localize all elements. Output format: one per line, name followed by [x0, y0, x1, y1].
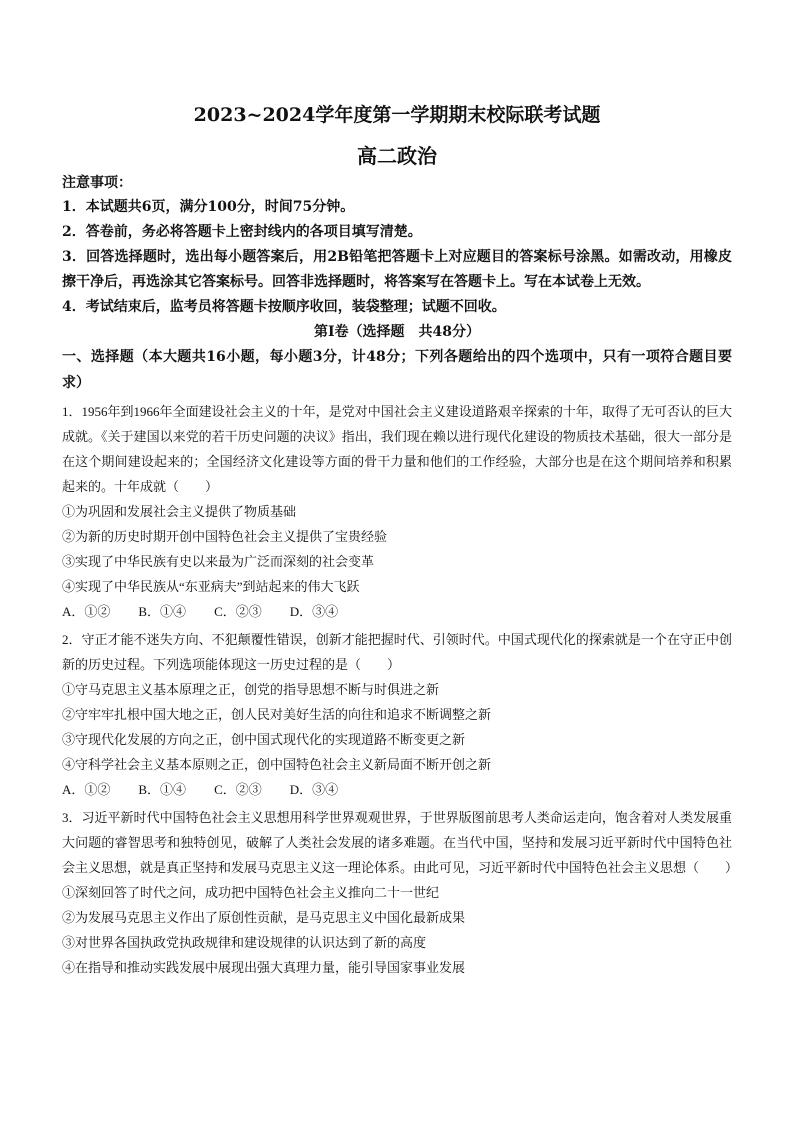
question-option: ①守马克思主义基本原理之正，创党的指导思想不断与时俱进之新	[62, 682, 440, 697]
question-2	[62, 627, 732, 802]
answer-choice-d: D．③④	[289, 782, 339, 797]
question-option: ③守现代化发展的方向之正，创中国式现代化的实现道路不断变更之新	[62, 732, 466, 747]
question-option: ④在指导和推动实践发展中展现出强大真理力量，能引导国家事业发展	[62, 960, 466, 975]
notice-item-2: 2．答卷前，务必将答题卡上密封线内的各项目填写清楚。	[62, 224, 422, 240]
answer-choice-c: C．②③	[214, 782, 262, 797]
answer-choices	[62, 599, 732, 624]
question-option: ②为发展马克思主义作出了原创性贡献，是马克思主义中国化最新成果	[62, 910, 466, 925]
notice-item-1: 1．本试题共6页，满分100分，时间75分钟。	[62, 199, 355, 215]
answer-choice-b: B．①④	[138, 604, 187, 619]
exam-content	[62, 172, 739, 980]
answer-choice-b: B．①④	[138, 782, 187, 797]
part-heading: 一、选择题（本大题共16小题，每小题3分，计48分；下列各题给出的四个选项中，只有一项符合题目要求）	[62, 349, 732, 391]
notice-item-4: 4．考试结束后，监考员将答题卡按顺序收回，装袋整理；试题不回收。	[62, 299, 506, 315]
answer-choice-d: D．③④	[289, 604, 339, 619]
question-option: ③实现了中华民族有史以来最为广泛而深刻的社会变革	[62, 554, 375, 569]
answer-choice-c: C．②③	[214, 604, 262, 619]
question-3	[62, 805, 739, 980]
question-option: ①为巩固和发展社会主义提供了物质基础	[62, 504, 297, 519]
exam-title: 2023~2024学年度第一学期期末校际联考试题	[193, 104, 601, 126]
notice-heading: 注意事项：	[62, 175, 132, 191]
answer-choices	[62, 777, 732, 802]
question-option: ②守牢牢扎根中国大地之正，创人民对美好生活的向往和追求不断调整之新	[62, 707, 492, 722]
question-stem: 2．守正才能不迷失方向、不犯颠覆性错误，创新才能把握时代、引领时代。中国式现代化的探索就是一个在守正中创新的历史过程。下列选项能体现这一历史过程的是（ ）	[62, 632, 732, 672]
notice-block	[62, 172, 732, 320]
question-option: ④守科学社会主义基本原则之正，创中国特色社会主义新局面不断开创之新	[62, 757, 492, 772]
question-1	[62, 399, 732, 624]
exam-subject: 高二政治	[357, 144, 437, 168]
notice-item-3: 3．回答选择题时，选出每小题答案后，用2B铅笔把答题卡上对应题目的答案标号涂黑。如需改动，用橡皮擦干净后，再选涂其它答案标号。回答非选择题时，将答案写在答题卡上。写在本试卷上无效。	[62, 249, 732, 290]
question-option: ③对世界各国执政党执政规律和建设规律的认识达到了新的高度	[62, 935, 427, 950]
question-stem: 3．习近平新时代中国特色社会主义思想用科学世界观观世界，于世界版图前思考人类命运走向，饱含着对人类发展重大问题的睿智思考和独特创见，破解了人类社会发展的诸多难题。在当代中国，坚持和发展习近平新时代中国特色社会主义思想，就是真正坚持和发展马克思主义这一理论体系。由此可见，习近平新时代中国特色社会主义思想（ ）	[62, 810, 739, 875]
answer-choice-a: A．①②	[62, 782, 111, 797]
section-heading: 第Ⅰ卷（选择题 共48分）	[313, 324, 481, 340]
question-stem: 1．1956年到1966年全面建设社会主义的十年，是党对中国社会主义建设道路艰辛探索的十年，取得了无可否认的巨大成就。《关于建国以来党的若干历史问题的决议》指出，我们现在赖以进行现代化建设的物质技术基础，很大一部分是在这个期间建设起来的；全国经济文化建设等方面的骨干力量和他们的工作经验，大部分也是在这个期间培养和积累起来的。十年成就（ ）	[62, 404, 732, 494]
answer-choice-a: A．①②	[62, 604, 111, 619]
question-option: ④实现了中华民族从“东亚病夫”到站起来的伟大飞跃	[62, 579, 360, 594]
question-option: ②为新的历史时期开创中国特色社会主义提供了宝贵经验	[62, 529, 388, 544]
question-option: ①深刻回答了时代之问，成功把中国特色社会主义推向二十一世纪	[62, 885, 440, 900]
